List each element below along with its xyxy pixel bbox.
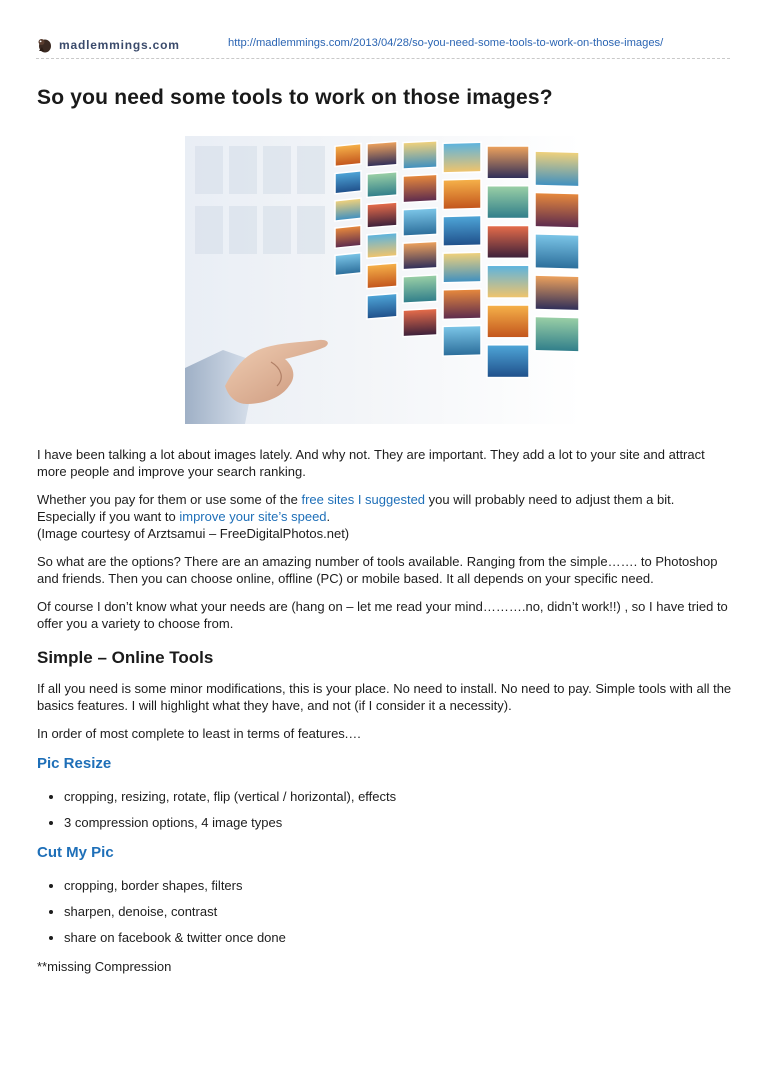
photo-tile (335, 253, 361, 276)
header-divider (36, 58, 730, 59)
photo-tile (443, 325, 481, 356)
article-title: So you need some tools to work on those images? (37, 86, 553, 109)
photo-tile (487, 146, 529, 179)
paragraph-simple-tools: If all you need is some minor modifications, this is your place. No need to install. No need to pay. Simple tools with all the basics features. I will highlight what they have, and not (if I consider it a necessity). (37, 681, 732, 713)
photo-tile (443, 179, 481, 210)
paragraph-needs: Of course I don’t know what your needs are (hang on – let me read your mind……….no, didn’t work!!) , so I have tried to offer you a variety to choose from. (37, 599, 728, 631)
text: you will probably need to adjust them a bit. Especially if you want to (37, 492, 675, 524)
list-item: • share on facebook & twitter once done (64, 929, 733, 946)
hero-image (185, 136, 582, 424)
list-item: • cropping, resizing, rotate, flip (vertical / horizontal), effects (64, 788, 733, 805)
hand-touching-photo-grid-image (185, 136, 582, 424)
lemming-logo-icon[interactable] (36, 37, 52, 53)
cut-my-pic-features (37, 877, 733, 946)
photo-tile (535, 192, 579, 227)
text: . (326, 509, 331, 524)
faded-photo-tile (229, 206, 257, 254)
photo-tile (443, 252, 481, 283)
section-heading: Simple – Online Tools (37, 648, 214, 667)
site-name[interactable]: madlemmings.com (59, 38, 180, 52)
list-item: • sharpen, denoise, contrast (64, 903, 733, 920)
faded-photo-tile (263, 206, 291, 254)
photo-tile (367, 202, 397, 228)
photo-tile (487, 265, 529, 298)
paragraph-order: In order of most complete to least in terms of features.… (37, 726, 362, 741)
page-url[interactable]: http://madlemmings.com/2013/04/28/so-you-need-some-tools-to-work-on-those-images/ (228, 37, 664, 49)
paragraph-intro: I have been talking a lot about images lately. And why not. They are important. They add a lot to your site and attract more people and improve your search ranking. (37, 447, 705, 479)
photo-tile (487, 186, 529, 219)
faded-photo-tile (297, 206, 325, 254)
missing-note: **missing Compression (37, 959, 172, 974)
photo-tile (403, 141, 437, 169)
paragraph-links (37, 491, 733, 542)
faded-photo-tile (297, 146, 325, 194)
free-sites-link[interactable]: free sites I suggested (301, 492, 426, 507)
page-header (36, 34, 730, 56)
photo-tile (535, 275, 579, 310)
photo-tile (535, 316, 579, 351)
faded-photo-tile (263, 146, 291, 194)
photo-tile (403, 275, 437, 303)
photo-tile (403, 241, 437, 269)
photo-tile (367, 172, 397, 198)
site-speed-link[interactable]: improve your site’s speed (179, 509, 327, 524)
photo-tile (367, 141, 397, 167)
photo-tile (443, 216, 481, 247)
list-item: • cropping, border shapes, filters (64, 877, 733, 894)
photo-tile (335, 198, 361, 221)
photo-tile (487, 305, 529, 338)
photo-tile (403, 174, 437, 202)
photo-tile (367, 263, 397, 289)
photo-tile (403, 308, 437, 336)
photo-tile (367, 233, 397, 259)
tool-heading-cut-my-pic[interactable]: Cut My Pic (37, 844, 114, 861)
tool-heading-pic-resize[interactable]: Pic Resize (37, 755, 112, 772)
photo-tile (535, 151, 579, 186)
list-item: • 3 compression options, 4 image types (64, 814, 733, 831)
photo-tile (335, 144, 361, 167)
photo-tile (443, 289, 481, 320)
article-body (37, 446, 733, 986)
photo-tile (535, 234, 579, 269)
faded-photo-tile (229, 146, 257, 194)
faded-photo-tile (195, 206, 223, 254)
image-credit: (Image courtesy of Arztsamui – FreeDigitalPhotos.net) (37, 526, 350, 541)
photo-tile (367, 293, 397, 319)
pic-resize-features (37, 788, 733, 831)
paragraph-options: So what are the options? There are an amazing number of tools available. Ranging from the simple……. to Photoshop and friends. Then you can choose online, offline (PC) or mobile based. It all depends on your specific need. (37, 554, 718, 586)
photo-tile (487, 345, 529, 378)
photo-tile (443, 142, 481, 173)
photo-tile (487, 226, 529, 259)
photo-tile (335, 225, 361, 248)
photo-tile (335, 171, 361, 194)
faded-photo-tile (195, 146, 223, 194)
text: Whether you pay for them or use some of the (37, 492, 302, 507)
photo-tile (403, 208, 437, 236)
